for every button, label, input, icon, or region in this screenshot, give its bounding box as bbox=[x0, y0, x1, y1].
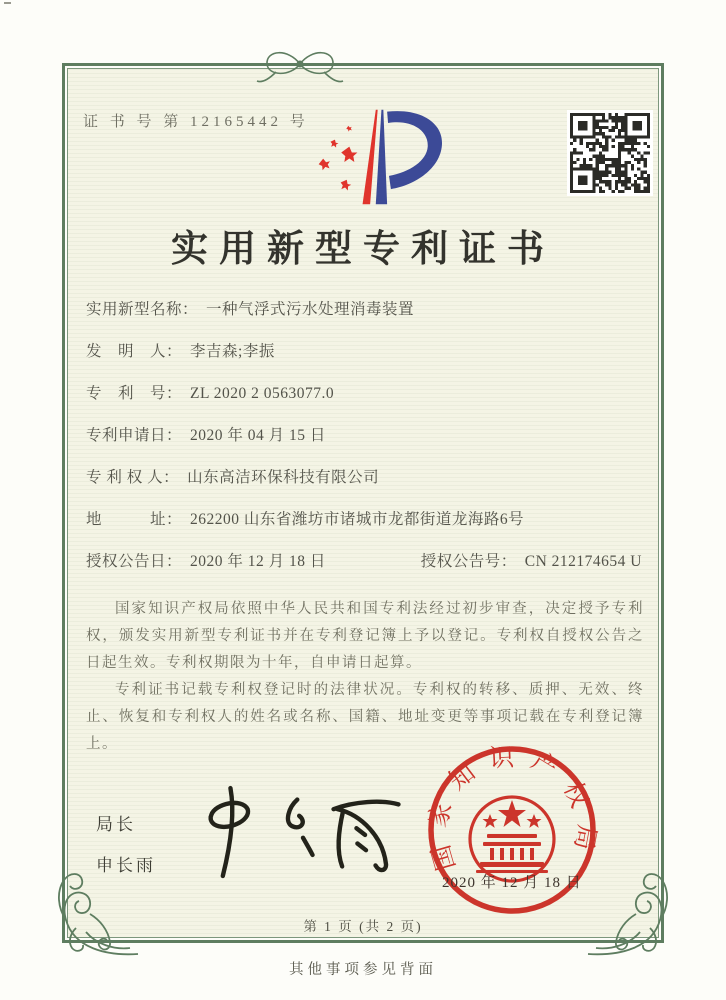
field-label: 实用新型名称： bbox=[86, 301, 199, 318]
field-label: 授权公告号： bbox=[420, 553, 517, 570]
field-label: 发 明 人： bbox=[86, 343, 183, 360]
field-value: 山东高洁环保科技有限公司 bbox=[187, 469, 380, 486]
commissioner-signature bbox=[198, 778, 408, 888]
field-value: 2020 年 12 月 18 日 bbox=[190, 553, 326, 570]
field-grant-date bbox=[86, 550, 326, 573]
commissioner-name: 申长雨 bbox=[96, 856, 156, 875]
field-label: 授权公告日： bbox=[86, 553, 183, 570]
field-label: 专利申请日： bbox=[86, 427, 183, 444]
corner-flourish-icon bbox=[46, 862, 142, 958]
field-value: CN 212174654 U bbox=[524, 553, 642, 570]
field-label: 专 利 权 人： bbox=[86, 469, 180, 486]
ribbon-ornament-icon bbox=[254, 42, 346, 86]
scan-artifact-mark bbox=[4, 2, 11, 4]
field-grant-number bbox=[421, 550, 642, 573]
field-grant-row bbox=[86, 550, 642, 573]
commissioner-block bbox=[96, 810, 156, 876]
field-filing-date bbox=[86, 424, 642, 447]
cnipa-logo-icon bbox=[296, 106, 448, 208]
certificate-fields bbox=[86, 298, 642, 592]
field-value: 李吉森;李振 bbox=[190, 343, 275, 360]
field-utility-model-name bbox=[86, 298, 642, 321]
qr-code-icon bbox=[567, 110, 653, 196]
field-patentee bbox=[86, 466, 642, 489]
field-patent-number bbox=[86, 382, 642, 405]
field-value: 262200 山东省潍坊市诸城市龙都街道龙海路6号 bbox=[190, 511, 525, 528]
footer-note: 其他事项参见背面 bbox=[289, 962, 437, 978]
legal-paragraph-2: 专利证书记载专利权登记时的法律状况。专利权的转移、质押、无效、终止、恢复和专利权人的姓名或名称、国籍、地址变更等事项记载在专利登记簿上。 bbox=[86, 682, 644, 752]
commissioner-title: 局长 bbox=[96, 815, 136, 834]
field-value: ZL 2020 2 0563077.0 bbox=[190, 385, 335, 402]
legal-text bbox=[86, 596, 644, 758]
field-value: 一种气浮式污水处理消毒装置 bbox=[206, 301, 415, 318]
certificate-number: 证 书 号 第 12165442 号 bbox=[83, 114, 309, 130]
field-label: 专 利 号： bbox=[86, 385, 183, 402]
field-address bbox=[86, 508, 642, 531]
certificate-title: 实用新型专利证书 bbox=[171, 229, 555, 270]
field-label: 地 址： bbox=[86, 511, 183, 528]
field-value: 2020 年 04 月 15 日 bbox=[190, 427, 326, 444]
seal-text: 国家知识产权局 bbox=[424, 743, 600, 874]
seal-date: 2020 年 12 月 18 日 bbox=[442, 875, 582, 891]
field-inventor bbox=[86, 340, 642, 363]
legal-paragraph-1: 国家知识产权局依照中华人民共和国专利法经过初步审查，决定授予专利权，颁发实用新型专利证书并在专利登记簿上予以登记。专利权自授权公告之日起生效。专利权期限为十年，自申请日起算。 bbox=[86, 601, 644, 671]
page-indicator: 第 1 页 (共 2 页) bbox=[303, 919, 423, 934]
